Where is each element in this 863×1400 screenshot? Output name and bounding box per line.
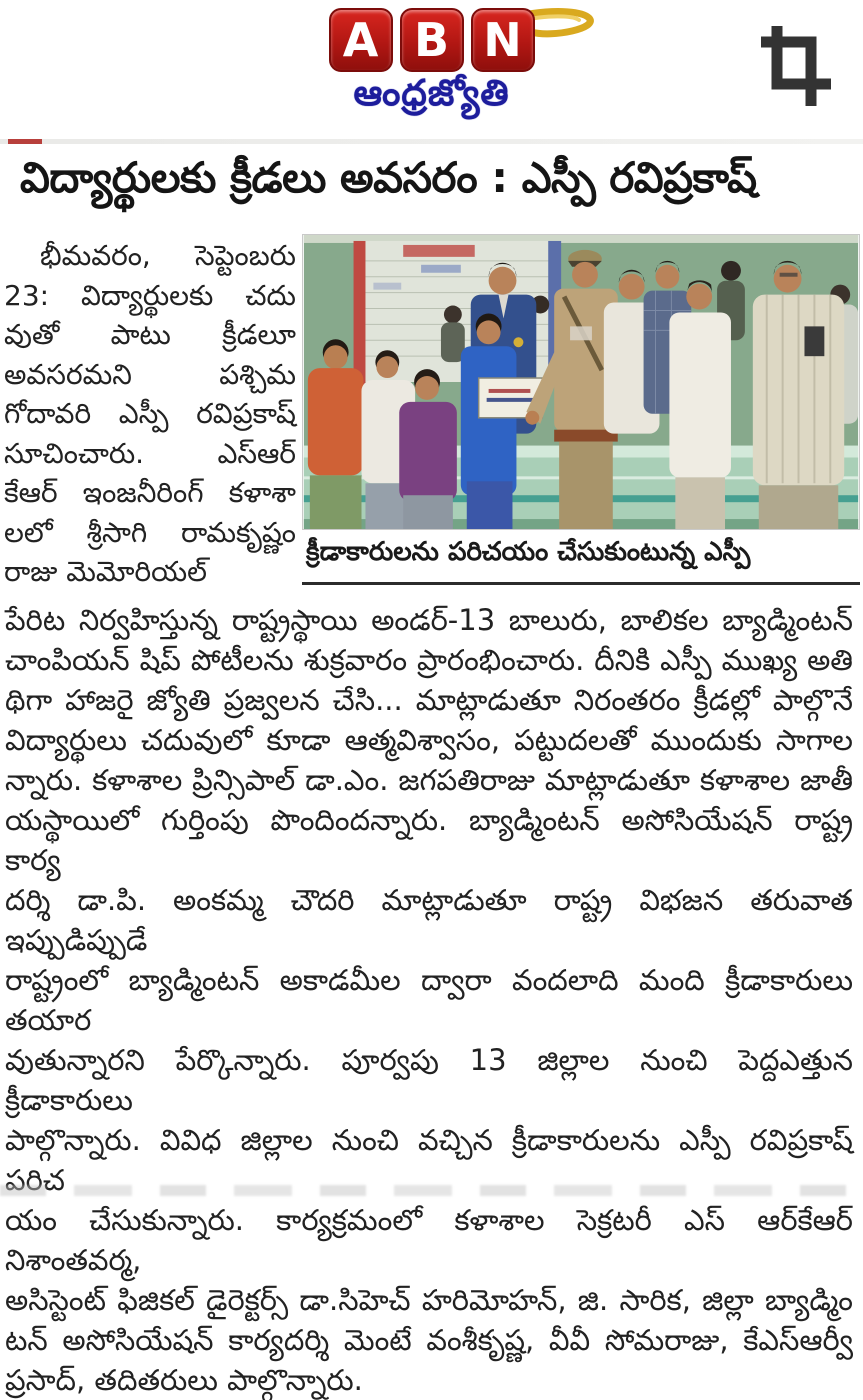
article-headline: విద్యార్థులకు క్రీడలు అవసరం : ఎస్పీ రవిప్రకాష్ — [20, 153, 757, 202]
next-content-cutoff — [0, 1185, 863, 1196]
body-line: న్నారు. కళాశాల ప్రిన్సిపాల్ డా.ఎం. జగపతిరాజు మాట్లాడుతూ కళాశాల జాతీ — [5, 763, 853, 797]
body-line: విద్యార్థులు చదువులో కూడా ఆత్మవిశ్వాసం, పట్టుదలతో ముందుకు సాగాల — [5, 723, 853, 757]
body-line: దర్శి డా.పి. అంకమ్మ చౌదరి మాట్లాడుతూ రాష్ట్ర విభజన తరువాత ఇప్పుడిప్పుడే — [5, 883, 853, 957]
intro-line: అవసరమని పశ్చిమ — [4, 357, 296, 391]
abn-letter-boxes — [329, 8, 535, 72]
body-line: యస్థాయిలో గుర్తింపు పొందిందన్నారు. బ్యాడ్మింటన్ అసోసియేషన్ రాష్ట్ర కార్య — [5, 803, 853, 877]
intro-line: గోదావరి ఎస్పీ రవిప్రకాష్ — [4, 397, 296, 430]
divider-red-mark — [8, 139, 42, 144]
article-photo — [302, 234, 860, 530]
crop-icon[interactable] — [753, 22, 837, 110]
masthead — [0, 0, 863, 128]
body-line: పాల్గొన్నారు. వివిధ జిల్లాల నుంచి వచ్చిన క్రీడాకారులను ఎస్పీ రవిప్రకాష్ పరిచ — [5, 1123, 853, 1197]
logo-letter-b: B — [400, 8, 464, 72]
body-line: అసిస్టెంట్ ఫిజికల్ డైరెక్టర్స్ డా.సిహెచ్ హరిమోహన్, జి. సారిక, జిల్లా బ్యాడ్మిం — [5, 1283, 853, 1317]
body-line: చాంపియన్ షిప్ పోటీలను శుక్రవారం ప్రారంభించారు. దీనికి ఎస్పీ ముఖ్య అతి — [5, 643, 853, 677]
photo-caption: క్రీడాకారులను పరిచయం చేసుకుంటున్న ఎస్పీ — [302, 534, 860, 585]
article-body — [5, 600, 853, 1400]
body-line: ప్రసాద్, తదితరులు పాల్గొన్నారు. — [5, 1363, 363, 1397]
logo-letter-n: N — [471, 8, 535, 72]
body-line: పేరిట నిర్వహిస్తున్న రాష్ట్రస్థాయి అండర్-13 బాలురు, బాలికల బ్యాడ్మింటన్ — [5, 603, 853, 637]
body-line: వుతున్నారని పేర్కొన్నారు. పూర్వపు 13 జిల్లాల నుంచి పెద్దఎత్తున క్రీడాకారులు — [5, 1043, 853, 1117]
logo-letter-a: A — [329, 8, 393, 72]
intro-line: 23: విద్యార్థులకు చదు — [4, 278, 296, 312]
logo-telugu-title: ఆంధ్రజ్యోతి — [353, 73, 510, 114]
intro-line: లలో శ్రీసాగి రామకృష్ణం — [4, 515, 296, 549]
body-line: టన్ అసోసియేషన్ కార్యదర్శి మెంటే వంశీకృష్ణ, వీవీ సోమరాజు, కేఎస్ఆర్వీ — [5, 1323, 853, 1357]
intro-line: రాజు మెమోరియల్ — [4, 555, 207, 588]
abn-andhrajyothy-logo — [329, 8, 535, 123]
body-line: రాష్ట్రంలో బ్యాడ్మింటన్ అకాడమీల ద్వారా వందలాది మంది క్రీడాకారులు తయార — [5, 963, 853, 1037]
article-photo-block — [302, 234, 860, 585]
section-divider — [0, 139, 863, 144]
intro-line: భీమవరం, సెప్టెంబరు — [40, 239, 296, 272]
article-intro-column — [4, 236, 296, 592]
body-line: థిగా హాజరై జ్యోతి ప్రజ్వలన చేసి... మాట్లాడుతూ నిరంతరం క్రీడల్లో పాల్గొనే — [5, 683, 853, 717]
intro-line: సూచించారు. ఎస్ఆర్ — [4, 436, 296, 470]
body-line: యం చేసుకున్నారు. కార్యక్రమంలో కళాశాల సెక్రటరీ ఎస్ ఆర్‌కేఆర్ నిశాంతవర్మ, — [5, 1203, 853, 1277]
article-top-section — [0, 234, 863, 600]
intro-line: కేఆర్ ఇంజనీరింగ్ కళాశా — [4, 476, 296, 509]
intro-line: వుతో పాటు క్రీడలూ — [4, 318, 296, 351]
